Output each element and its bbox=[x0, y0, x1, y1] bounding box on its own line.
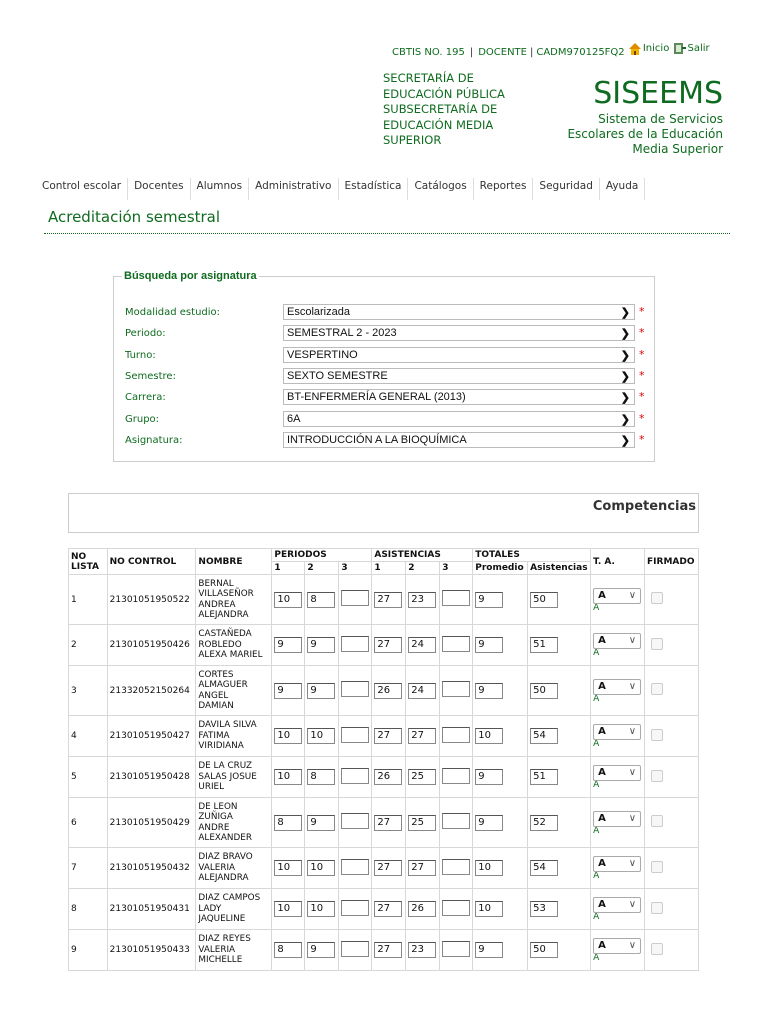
student-name-line: DIAZ REYES bbox=[198, 934, 251, 945]
student-name-line: DAMIAN bbox=[198, 701, 234, 711]
ta-cell bbox=[591, 625, 645, 666]
no-lista-cell: 7 bbox=[69, 848, 108, 889]
filter-row-grupo bbox=[125, 411, 655, 429]
asistencia-2-input[interactable]: 27 bbox=[408, 860, 436, 876]
asistencia-1-input[interactable]: 27 bbox=[374, 860, 402, 876]
asistencias-total-input[interactable]: 53 bbox=[530, 901, 558, 917]
periodo-1-input[interactable]: 10 bbox=[274, 728, 302, 744]
student-name-line: ROBLEDO bbox=[198, 639, 242, 650]
no-lista-cell: 9 bbox=[69, 930, 108, 971]
table-row bbox=[69, 930, 699, 971]
filter-label: Asignatura: bbox=[125, 435, 183, 446]
ta-select[interactable]: A ∨ bbox=[593, 938, 641, 954]
student-name-line: BERNAL bbox=[198, 578, 234, 589]
exit-icon bbox=[673, 42, 687, 55]
modalidad-select[interactable]: Escolarizada ❯ bbox=[283, 304, 635, 320]
filter-label: Grupo: bbox=[125, 414, 160, 425]
asistencia-3-input[interactable] bbox=[442, 727, 470, 743]
ta-select[interactable]: A ∨ bbox=[593, 811, 641, 827]
header-ta: T. A. bbox=[591, 549, 645, 575]
filters-legend: Búsqueda por asignatura bbox=[124, 270, 257, 282]
chevron-down-icon: ❯ bbox=[620, 371, 630, 383]
chevron-down-icon: ❯ bbox=[620, 350, 630, 362]
asistencia-3-input[interactable] bbox=[442, 941, 470, 957]
asistencia-2-input[interactable]: 23 bbox=[408, 592, 436, 608]
student-name-line: DE LEON bbox=[198, 801, 238, 812]
secretaria-line: EDUCACIÓN MEDIA bbox=[383, 117, 494, 132]
filter-label: Periodo: bbox=[125, 328, 166, 339]
nav-item-administrativo[interactable]: Administrativo bbox=[249, 178, 338, 200]
chevron-down-icon: ❯ bbox=[620, 435, 630, 447]
chevron-down-icon: ∨ bbox=[628, 899, 637, 910]
chevron-down-icon: ∨ bbox=[628, 635, 637, 646]
nombre-cell bbox=[196, 716, 272, 757]
firmado-cell bbox=[645, 575, 699, 625]
student-name-line: LADY bbox=[198, 903, 222, 914]
ta-select[interactable]: A ∨ bbox=[593, 633, 641, 649]
turno-select[interactable]: VESPERTINO ❯ bbox=[283, 347, 635, 363]
student-name-line: CORTES bbox=[198, 669, 234, 680]
no-control-cell: 21332052150264 bbox=[107, 666, 196, 716]
asistencias-total-input[interactable]: 54 bbox=[530, 860, 558, 876]
ta-value: A bbox=[593, 780, 600, 790]
no-lista-cell: 6 bbox=[69, 798, 108, 848]
promedio-input[interactable]: 9 bbox=[475, 637, 503, 653]
no-lista-cell: 4 bbox=[69, 716, 108, 757]
home-icon bbox=[628, 42, 642, 55]
periodo-2-input[interactable]: 8 bbox=[307, 592, 335, 608]
brand-name: SISEEMS bbox=[593, 76, 723, 111]
ta-cell bbox=[591, 757, 645, 798]
required-mark: * bbox=[639, 412, 645, 425]
asistencia-1-input[interactable]: 26 bbox=[374, 769, 402, 785]
required-mark: * bbox=[639, 348, 645, 361]
asistencia-3-input[interactable] bbox=[442, 859, 470, 875]
student-name-line: FATIMA bbox=[198, 730, 230, 741]
promedio-input[interactable]: 9 bbox=[475, 592, 503, 608]
table-row bbox=[69, 848, 699, 889]
logout-link[interactable]: Salir bbox=[673, 42, 710, 55]
filter-label: Semestre: bbox=[125, 371, 176, 382]
chevron-down-icon: ❯ bbox=[620, 307, 630, 319]
semestre-select[interactable]: SEXTO SEMESTRE ❯ bbox=[283, 368, 635, 384]
header-asistencia-2: 2 bbox=[406, 562, 440, 575]
promedio-input[interactable]: 10 bbox=[475, 860, 503, 876]
asistencias-total-input[interactable]: 50 bbox=[530, 683, 558, 699]
header-no-control: NO CONTROL bbox=[107, 549, 196, 575]
student-name-line: DIAZ CAMPOS bbox=[198, 893, 261, 904]
asistencia-3-input[interactable] bbox=[442, 813, 470, 829]
ta-value: A bbox=[593, 953, 600, 963]
home-link[interactable]: Inicio bbox=[628, 42, 669, 55]
promedio-input[interactable]: 9 bbox=[475, 942, 503, 958]
student-name-line: ANDREA bbox=[198, 599, 236, 610]
header-totales: TOTALES bbox=[473, 549, 591, 562]
student-name-line: ALEJANDRA bbox=[198, 610, 249, 620]
ta-value: A bbox=[593, 602, 600, 613]
nav-item-catalogos[interactable]: Catálogos bbox=[408, 178, 473, 200]
required-mark: * bbox=[639, 433, 645, 446]
ta-cell bbox=[591, 889, 645, 930]
student-name-line: VALERIA bbox=[198, 944, 236, 955]
filter-row-asignatura bbox=[125, 432, 655, 450]
periodo-3-input[interactable] bbox=[341, 941, 369, 957]
nombre-cell bbox=[196, 848, 272, 889]
student-name-line: DE LA CRUZ bbox=[198, 761, 253, 772]
firmado-cell bbox=[645, 666, 699, 716]
periodo-2-input[interactable]: 10 bbox=[307, 901, 335, 917]
ta-value: A bbox=[593, 648, 600, 658]
header-firmado: FIRMADO bbox=[645, 549, 699, 575]
periodo-2-input[interactable]: 9 bbox=[307, 637, 335, 653]
student-name-line: ALMAGUER bbox=[198, 680, 248, 690]
school-name: CBTIS NO. 195 bbox=[392, 47, 465, 58]
periodo-3-input[interactable] bbox=[341, 813, 369, 829]
periodo-1-input[interactable]: 9 bbox=[274, 637, 302, 653]
periodo-select[interactable]: SEMESTRAL 2 - 2023 ❯ bbox=[283, 325, 635, 341]
top-bar: CBTIS NO. 195 | DOCENTE | CADM970125FQ2 Inicio Salir bbox=[392, 43, 710, 58]
secretaria-line: SUPERIOR bbox=[383, 133, 442, 147]
required-mark: * bbox=[639, 326, 645, 339]
periodo-1-input[interactable]: 10 bbox=[274, 592, 302, 608]
nombre-cell bbox=[196, 798, 272, 848]
brand-subtitle-line: Escolares de la Educación bbox=[567, 127, 723, 141]
secretaria-block bbox=[383, 71, 523, 149]
periodo-3-input[interactable] bbox=[341, 900, 369, 916]
asistencia-1-input[interactable]: 27 bbox=[374, 637, 402, 653]
filter-label: Carrera: bbox=[125, 392, 166, 403]
brand-block bbox=[567, 76, 723, 157]
no-lista-cell: 2 bbox=[69, 625, 108, 666]
no-control-cell: 21301051950522 bbox=[107, 575, 196, 625]
promedio-input[interactable]: 10 bbox=[475, 901, 503, 917]
asistencias-total-input[interactable]: 50 bbox=[530, 592, 558, 608]
firmado-checkbox[interactable] bbox=[651, 683, 663, 695]
periodo-3-input[interactable] bbox=[341, 636, 369, 652]
nav-item-ayuda[interactable]: Ayuda bbox=[600, 178, 645, 200]
user-role: DOCENTE bbox=[478, 47, 527, 58]
grades-table bbox=[68, 548, 699, 971]
header-asistencia-3: 3 bbox=[440, 562, 473, 575]
firmado-cell bbox=[645, 889, 699, 930]
periodo-2-input[interactable]: 9 bbox=[307, 815, 335, 831]
asistencias-total-input[interactable]: 54 bbox=[530, 728, 558, 744]
nombre-cell bbox=[196, 625, 272, 666]
asistencia-2-input[interactable]: 25 bbox=[408, 769, 436, 785]
nombre-cell bbox=[196, 666, 272, 716]
periodo-3-input[interactable] bbox=[341, 727, 369, 743]
periodo-1-input[interactable]: 10 bbox=[274, 901, 302, 917]
ta-select[interactable]: A ∨ bbox=[593, 679, 641, 695]
no-control-cell: 21301051950427 bbox=[107, 716, 196, 757]
ta-cell bbox=[591, 575, 645, 625]
periodo-2-input[interactable]: 9 bbox=[307, 683, 335, 699]
student-name-line: ZUÑIGA bbox=[198, 812, 233, 822]
asistencia-1-input[interactable]: 27 bbox=[374, 815, 402, 831]
asistencias-total-input[interactable]: 51 bbox=[530, 769, 558, 785]
ta-value: A bbox=[593, 871, 600, 881]
asistencia-2-input[interactable]: 27 bbox=[408, 728, 436, 744]
student-name-line: JAQUELINE bbox=[198, 914, 246, 925]
no-control-cell: 21301051950429 bbox=[107, 798, 196, 848]
ta-cell bbox=[591, 666, 645, 716]
chevron-down-icon: ∨ bbox=[628, 812, 637, 824]
firmado-checkbox[interactable] bbox=[651, 943, 663, 955]
firmado-cell bbox=[645, 798, 699, 848]
student-name-line: DIAZ BRAVO bbox=[198, 852, 253, 863]
ta-select[interactable]: A ∨ bbox=[593, 897, 641, 913]
periodo-2-input[interactable]: 10 bbox=[307, 860, 335, 876]
header-periodo-2: 2 bbox=[305, 562, 339, 575]
firmado-cell bbox=[645, 625, 699, 666]
ta-value: A bbox=[593, 912, 600, 922]
ta-select[interactable]: A ∨ bbox=[593, 856, 641, 872]
periodo-3-input[interactable] bbox=[341, 859, 369, 875]
table-row bbox=[69, 889, 699, 930]
filter-row-semestre bbox=[125, 368, 655, 386]
nombre-cell bbox=[196, 930, 272, 971]
table-row bbox=[69, 666, 699, 716]
asistencia-2-input[interactable]: 23 bbox=[408, 942, 436, 958]
nav-item-alumnos[interactable]: Alumnos bbox=[191, 178, 250, 200]
asistencia-1-input[interactable]: 27 bbox=[374, 942, 402, 958]
header-periodo-3: 3 bbox=[339, 562, 372, 575]
filter-row-turno bbox=[125, 347, 655, 365]
periodo-1-input[interactable]: 10 bbox=[274, 769, 302, 785]
ta-cell bbox=[591, 798, 645, 848]
periodo-1-input[interactable]: 10 bbox=[274, 860, 302, 876]
title-divider bbox=[44, 233, 730, 234]
nav-item-estadistica[interactable]: Estadística bbox=[339, 178, 409, 200]
no-control-cell: 21301051950426 bbox=[107, 625, 196, 666]
filter-row-modalidad bbox=[125, 304, 655, 322]
student-name-line: CASTAÑEDA bbox=[198, 629, 252, 640]
asistencia-2-input[interactable]: 24 bbox=[408, 637, 436, 653]
nav-item-docentes[interactable]: Docentes bbox=[128, 178, 190, 200]
ta-cell bbox=[591, 930, 645, 971]
no-lista-cell: 5 bbox=[69, 757, 108, 798]
firmado-cell bbox=[645, 848, 699, 889]
student-name-line: VIRIDIANA bbox=[198, 741, 244, 752]
no-lista-cell: 1 bbox=[69, 575, 108, 625]
filter-row-periodo bbox=[125, 325, 655, 343]
header-asistencias-total: Asistencias bbox=[528, 562, 591, 575]
asistencias-total-input[interactable]: 50 bbox=[530, 942, 558, 958]
table-row bbox=[69, 757, 699, 798]
promedio-input[interactable]: 9 bbox=[475, 683, 503, 699]
student-name-line: VILLASEÑOR bbox=[198, 589, 254, 599]
firmado-checkbox[interactable] bbox=[651, 638, 663, 650]
header-asistencia-1: 1 bbox=[372, 562, 406, 575]
chevron-down-icon: ∨ bbox=[628, 940, 637, 951]
nombre-cell bbox=[196, 889, 272, 930]
asistencia-1-input[interactable]: 26 bbox=[374, 683, 402, 699]
asistencia-3-input[interactable] bbox=[442, 681, 470, 697]
header-nombre: NOMBRE bbox=[196, 549, 272, 575]
nombre-cell bbox=[196, 575, 272, 625]
asistencia-3-input[interactable] bbox=[442, 590, 470, 606]
periodo-2-input[interactable]: 8 bbox=[307, 769, 335, 785]
brand-subtitle-line: Media Superior bbox=[632, 142, 723, 156]
ta-select[interactable]: A ∨ bbox=[593, 765, 641, 781]
firmado-checkbox[interactable] bbox=[651, 770, 663, 782]
student-name-line: ANDRE bbox=[198, 822, 230, 833]
competencias-title: Competencias bbox=[592, 499, 696, 514]
table-row bbox=[69, 625, 699, 666]
secretaria-line: EDUCACIÓN PÚBLICA bbox=[383, 86, 505, 101]
header-periodos: PERIODOS bbox=[272, 549, 372, 562]
periodo-1-input[interactable]: 9 bbox=[274, 683, 302, 699]
student-name-line: MICHELLE bbox=[198, 955, 243, 966]
periodo-1-input[interactable]: 8 bbox=[274, 815, 302, 831]
table-row bbox=[69, 716, 699, 757]
page-title: Acreditación semestral bbox=[48, 208, 221, 226]
chevron-down-icon: ❯ bbox=[620, 414, 630, 426]
promedio-input[interactable]: 9 bbox=[475, 769, 503, 785]
chevron-down-icon: ❯ bbox=[620, 392, 630, 404]
chevron-down-icon: ∨ bbox=[628, 858, 637, 869]
ta-cell bbox=[591, 716, 645, 757]
ta-value: A bbox=[593, 825, 600, 836]
asistencia-3-input[interactable] bbox=[442, 636, 470, 652]
header-periodo-1: 1 bbox=[272, 562, 305, 575]
ta-value: A bbox=[593, 739, 600, 749]
filter-label: Modalidad estudio: bbox=[125, 307, 221, 318]
ta-select[interactable]: A ∨ bbox=[593, 588, 641, 604]
student-name-line: URIEL bbox=[198, 782, 225, 793]
firmado-checkbox[interactable] bbox=[651, 815, 663, 827]
periodo-2-input[interactable]: 10 bbox=[307, 728, 335, 744]
student-name-line: ALEXANDER bbox=[198, 833, 252, 843]
asistencia-3-input[interactable] bbox=[442, 900, 470, 916]
secretaria-line: SECRETARÍA DE bbox=[383, 71, 474, 85]
asistencias-total-input[interactable]: 51 bbox=[530, 637, 558, 653]
promedio-input[interactable]: 10 bbox=[475, 728, 503, 744]
filter-row-carrera bbox=[125, 389, 655, 407]
firmado-cell bbox=[645, 716, 699, 757]
periodo-2-input[interactable]: 9 bbox=[307, 942, 335, 958]
nombre-cell bbox=[196, 757, 272, 798]
asistencias-total-input[interactable]: 52 bbox=[530, 815, 558, 831]
periodo-1-input[interactable]: 8 bbox=[274, 942, 302, 958]
required-mark: * bbox=[639, 390, 645, 403]
asistencia-2-input[interactable]: 25 bbox=[408, 815, 436, 831]
secretaria-line: SUBSECRETARÍA DE bbox=[383, 102, 498, 116]
competencias-panel bbox=[68, 493, 699, 533]
main-nav bbox=[40, 178, 645, 200]
grupo-select[interactable]: 6A ❯ bbox=[283, 411, 635, 427]
nav-item-control-escolar[interactable]: Control escolar bbox=[40, 178, 128, 200]
chevron-down-icon: ∨ bbox=[628, 589, 637, 601]
no-control-cell: 21301051950431 bbox=[107, 889, 196, 930]
student-name-line: ALEJANDRA bbox=[198, 873, 249, 884]
required-mark: * bbox=[639, 369, 645, 382]
table-row bbox=[69, 575, 699, 625]
ta-cell bbox=[591, 848, 645, 889]
asistencia-1-input[interactable]: 27 bbox=[374, 728, 402, 744]
required-mark: * bbox=[639, 305, 645, 318]
student-name-line: ANGEL bbox=[198, 690, 229, 701]
promedio-input[interactable]: 9 bbox=[475, 815, 503, 831]
chevron-down-icon: ∨ bbox=[628, 726, 637, 737]
student-name-line: VALERIA bbox=[198, 862, 236, 873]
header-no-lista: NO LISTA bbox=[69, 549, 108, 575]
asignatura-select[interactable]: INTRODUCCIÓN A LA BIOQUÍMICA ❯ bbox=[283, 432, 635, 448]
search-filters bbox=[113, 270, 655, 462]
periodo-3-input[interactable] bbox=[341, 768, 369, 784]
no-control-cell: 21301051950433 bbox=[107, 930, 196, 971]
table-row bbox=[69, 798, 699, 848]
no-control-cell: 21301051950432 bbox=[107, 848, 196, 889]
firmado-checkbox[interactable] bbox=[651, 861, 663, 873]
firmado-checkbox[interactable] bbox=[651, 902, 663, 914]
nav-item-reportes[interactable]: Reportes bbox=[474, 178, 534, 200]
firmado-cell bbox=[645, 930, 699, 971]
header-asistencias: ASISTENCIAS bbox=[372, 549, 473, 562]
student-name-line: ALEXA MARIEL bbox=[198, 650, 263, 661]
asistencia-1-input[interactable]: 27 bbox=[374, 592, 402, 608]
periodo-3-input[interactable] bbox=[341, 681, 369, 697]
no-lista-cell: 8 bbox=[69, 889, 108, 930]
asistencia-2-input[interactable]: 26 bbox=[408, 901, 436, 917]
student-name-line: SALAS JOSUE bbox=[198, 771, 257, 782]
no-control-cell: 21301051950428 bbox=[107, 757, 196, 798]
header-promedio: Promedio bbox=[473, 562, 528, 575]
filter-label: Turno: bbox=[125, 350, 156, 361]
chevron-down-icon: ∨ bbox=[628, 680, 637, 692]
nav-item-seguridad[interactable]: Seguridad bbox=[533, 178, 599, 200]
chevron-down-icon: ∨ bbox=[628, 767, 637, 778]
firmado-checkbox[interactable] bbox=[651, 592, 663, 604]
student-name-line: DAVILA SILVA bbox=[198, 720, 257, 731]
firmado-cell bbox=[645, 757, 699, 798]
asistencia-3-input[interactable] bbox=[442, 768, 470, 784]
firmado-checkbox[interactable] bbox=[651, 729, 663, 741]
asistencia-1-input[interactable]: 27 bbox=[374, 901, 402, 917]
chevron-down-icon: ❯ bbox=[620, 328, 630, 340]
ta-value: A bbox=[593, 693, 600, 704]
ta-select[interactable]: A ∨ bbox=[593, 724, 641, 740]
asistencia-2-input[interactable]: 24 bbox=[408, 683, 436, 699]
no-lista-cell: 3 bbox=[69, 666, 108, 716]
brand-subtitle-line: Sistema de Servicios bbox=[598, 112, 723, 126]
periodo-3-input[interactable] bbox=[341, 590, 369, 606]
carrera-select[interactable]: BT-ENFERMERÍA GENERAL (2013) ❯ bbox=[283, 389, 635, 405]
user-id: CADM970125FQ2 bbox=[536, 47, 625, 58]
